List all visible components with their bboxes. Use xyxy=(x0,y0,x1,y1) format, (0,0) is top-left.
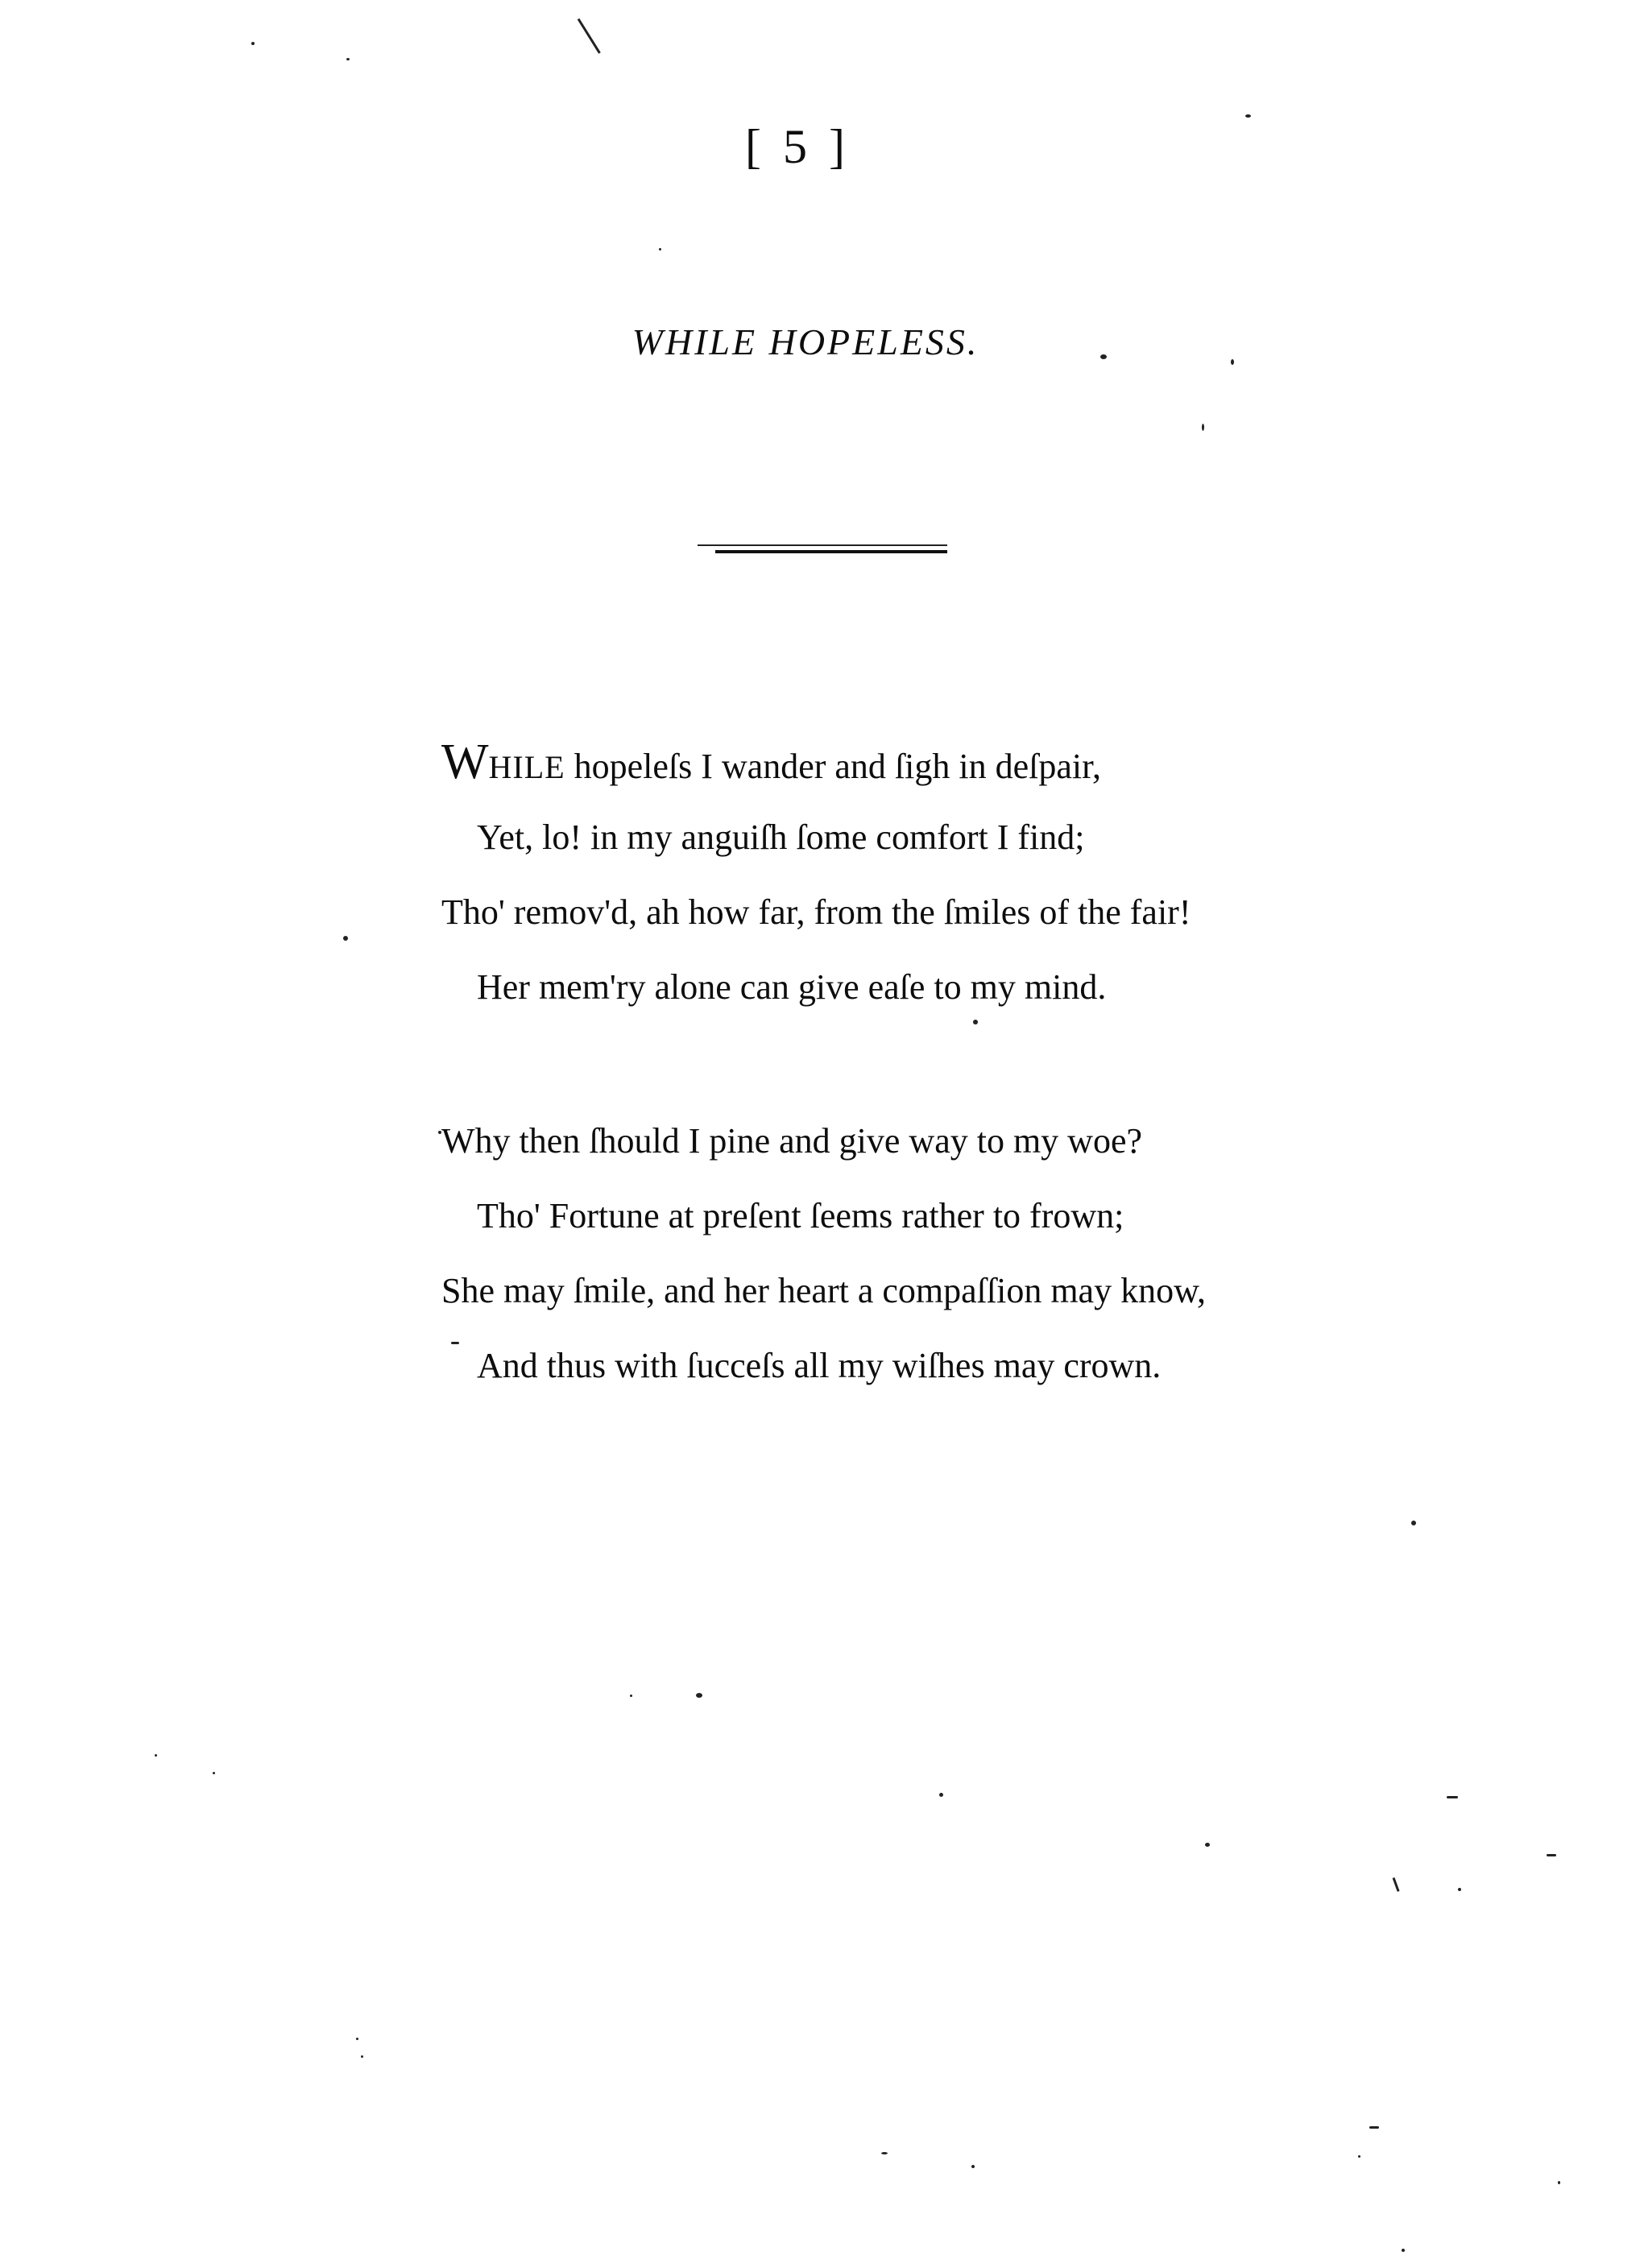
scan-speck xyxy=(438,1131,441,1134)
scan-speck xyxy=(343,936,348,941)
scan-speck xyxy=(1411,1521,1416,1525)
scan-speck xyxy=(1369,2126,1379,2129)
scan-speck xyxy=(973,1020,978,1024)
scan-speck xyxy=(1447,1796,1458,1798)
scan-speck xyxy=(659,248,661,250)
stanza-1-line-3: Tho' remov'd, ah how far, from the ſmiles of the fair! xyxy=(441,892,1191,932)
scan-speck xyxy=(356,2038,358,2040)
stanza-2-line-3: She may ſmile, and her heart a compaſſion may know, xyxy=(441,1271,1206,1310)
stanza-2 xyxy=(441,1103,1327,1403)
scan-speck xyxy=(881,2152,888,2154)
scan-speck xyxy=(1205,1843,1210,1847)
stanza-2-line-1: Why then ſhould I pine and give way to my woe? xyxy=(441,1121,1143,1161)
scan-speck xyxy=(346,58,350,60)
stanza-1-line-1-text: hopeleſs I wander and ſigh in deſpair, xyxy=(565,747,1101,786)
scan-speck xyxy=(696,1693,702,1698)
scan-speck xyxy=(1547,1854,1556,1856)
stanza-1-line-2: Yet, lo! in my anguiſh ſome comfort I find; xyxy=(477,817,1085,857)
scan-speck xyxy=(1458,1888,1461,1891)
scan-speck xyxy=(1231,359,1234,365)
page-number: [ 5 ] xyxy=(745,120,850,173)
scan-speck xyxy=(630,1695,632,1697)
stanza-1-line-1 xyxy=(441,725,1327,800)
title-divider-rule xyxy=(698,544,947,546)
scan-mark-top xyxy=(578,19,601,54)
scan-speck xyxy=(1202,424,1204,431)
opening-smallcaps: HILE xyxy=(488,749,565,785)
poem-title: WHILE HOPELESS. xyxy=(632,321,979,362)
scan-speck xyxy=(971,2165,975,2168)
stanza-2-line-2: Tho' Fortune at preſent ſeems rather to frown; xyxy=(477,1196,1124,1235)
scan-speck xyxy=(939,1793,943,1797)
scan-speck xyxy=(1100,354,1107,359)
scan-speck xyxy=(213,1772,215,1774)
stanza-1 xyxy=(441,725,1327,1024)
stanza-1-line-4: Her mem'ry alone can give eaſe to my mind. xyxy=(477,967,1107,1007)
stanza-2-line-4: And thus with ſucceſs all my wiſhes may crown. xyxy=(477,1346,1162,1385)
scan-speck xyxy=(361,2055,363,2058)
scan-speck xyxy=(1358,2155,1360,2158)
scan-speck xyxy=(1402,2249,1405,2252)
drop-cap-initial: W xyxy=(441,735,489,789)
scan-speck xyxy=(1245,114,1251,118)
scan-speck xyxy=(1558,2181,1560,2184)
scan-mark xyxy=(1393,1877,1400,1892)
scan-speck xyxy=(155,1754,157,1757)
scan-speck xyxy=(251,42,255,45)
scan-speck xyxy=(451,1342,459,1344)
